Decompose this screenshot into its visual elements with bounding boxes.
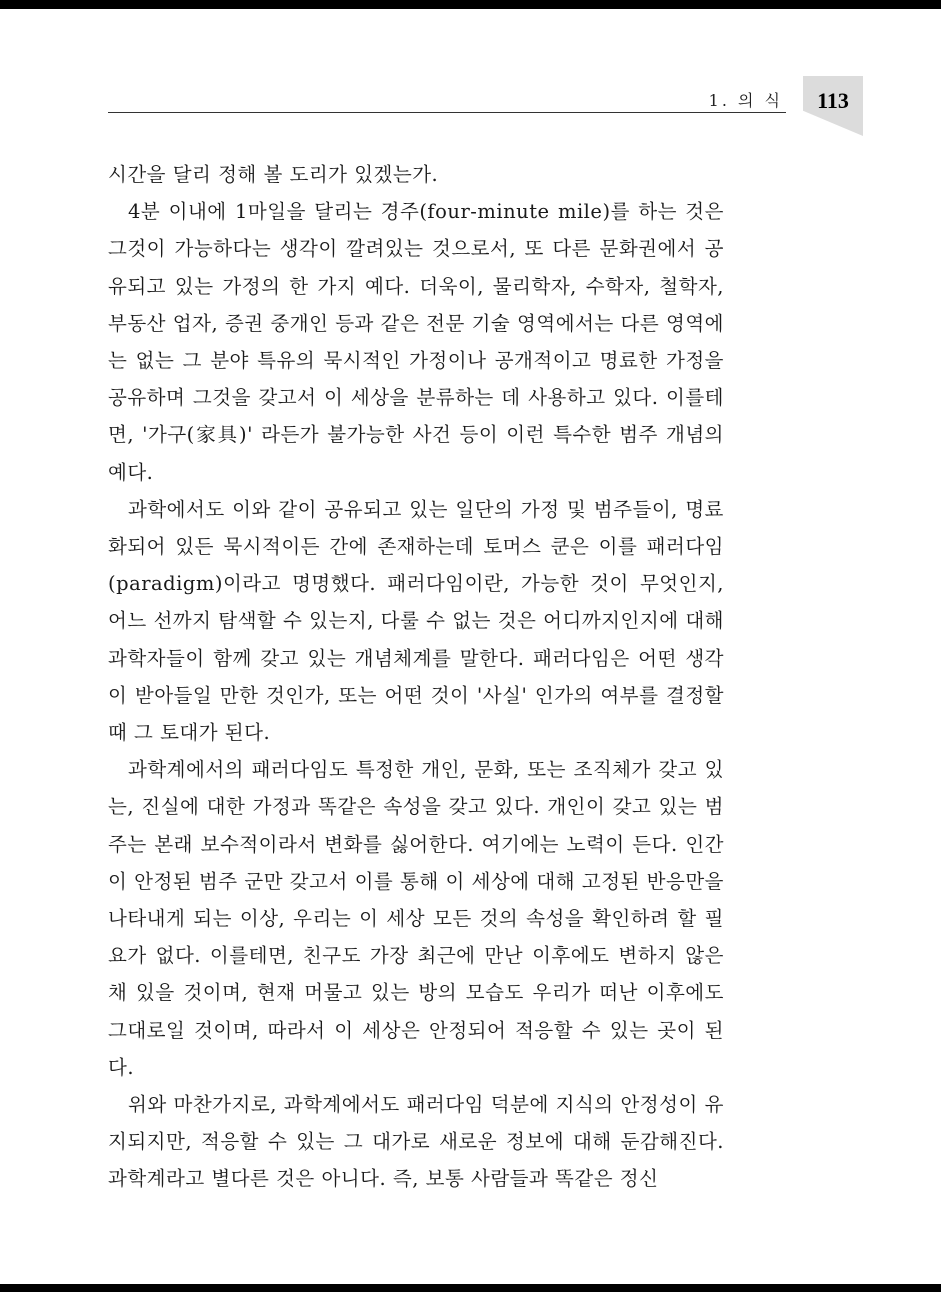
- paragraph-continued: 시간을 달리 정해 볼 도리가 있겠는가.: [108, 163, 439, 186]
- header-rule: [108, 112, 786, 113]
- page-number: 113: [817, 88, 849, 113]
- body-text: [108, 156, 724, 1198]
- paragraph: 위와 마찬가지로, 과학계에서도 패러다임 덕분에 지식의 안정성이 유지되지만, 적응할 수 있는 그 대가로 새로운 정보에 대해 둔감해진다. 과학계라고 별다른 것은 아니다. 즉, 보통 사람들과 똑같은 정신: [108, 1093, 724, 1191]
- running-head: 1. 의 식: [708, 91, 783, 110]
- paragraph: 과학계에서의 패러다임도 특정한 개인, 문화, 또는 조직체가 갖고 있는, 진실에 대한 가정과 똑같은 속성을 갖고 있다. 개인이 갖고 있는 범주는 본래 보수적이라서 변화를 싫어한다. 여기에는 노력이 든다. 인간이 안정된 범주 군만 갖고서 이를 통해 이 세상에 대해 고정된 반응만을 나타내게 되는 이상, 우리는 이 세상 모든 것의 속성을 확인하려 할 필요가 없다. 이를테면, 친구도 가장 최근에 만난 이후에도 변하지 않은 채 있을 것이며, 현재 머물고 있는 방의 모습도 우리가 떠난 이후에도 그대로일 것이며, 따라서 이 세상은 안정되어 적응할 수 있는 곳이 된다.: [108, 758, 724, 1079]
- bottom-border-bar: [0, 1284, 941, 1292]
- paragraph: 과학에서도 이와 같이 공유되고 있는 일단의 가정 및 범주들이, 명료화되어 있든 묵시적이든 간에 존재하는데 토머스 쿤은 이를 패러다임(paradigm)이라고 명명했다. 패러다임이란, 가능한 것이 무엇인지, 어느 선까지 탐색할 수 있는지, 다룰 수 없는 것은 어디까지인지에 대해 과학자들이 함께 갖고 있는 개념체계를 말한다. 패러다임은 어떤 생각이 받아들일 만한 것인가, 또는 어떤 것이 '사실' 인가의 여부를 결정할 때 그 토대가 된다.: [108, 497, 724, 745]
- paragraph: 4분 이내에 1마일을 달리는 경주(four-minute mile)를 하는 것은 그것이 가능하다는 생각이 깔려있는 것으로서, 또 다른 문화권에서 공유되고 있는 가정의 한 가지 예다. 더욱이, 물리학자, 수학자, 철학자, 부동산 업자, 증권 중개인 등과 같은 전문 기술 영역에서는 다른 영역에는 없는 그 분야 특유의 묵시적인 가정이나 공개적이고 명료한 가정을 공유하며 그것을 갖고서 이 세상을 분류하는 데 사용하고 있다. 이를테면, '가구(家具)' 라든가 불가능한 사건 등이 이런 특수한 범주 개념의 예다.: [108, 200, 724, 484]
- top-border-bar: [0, 0, 941, 9]
